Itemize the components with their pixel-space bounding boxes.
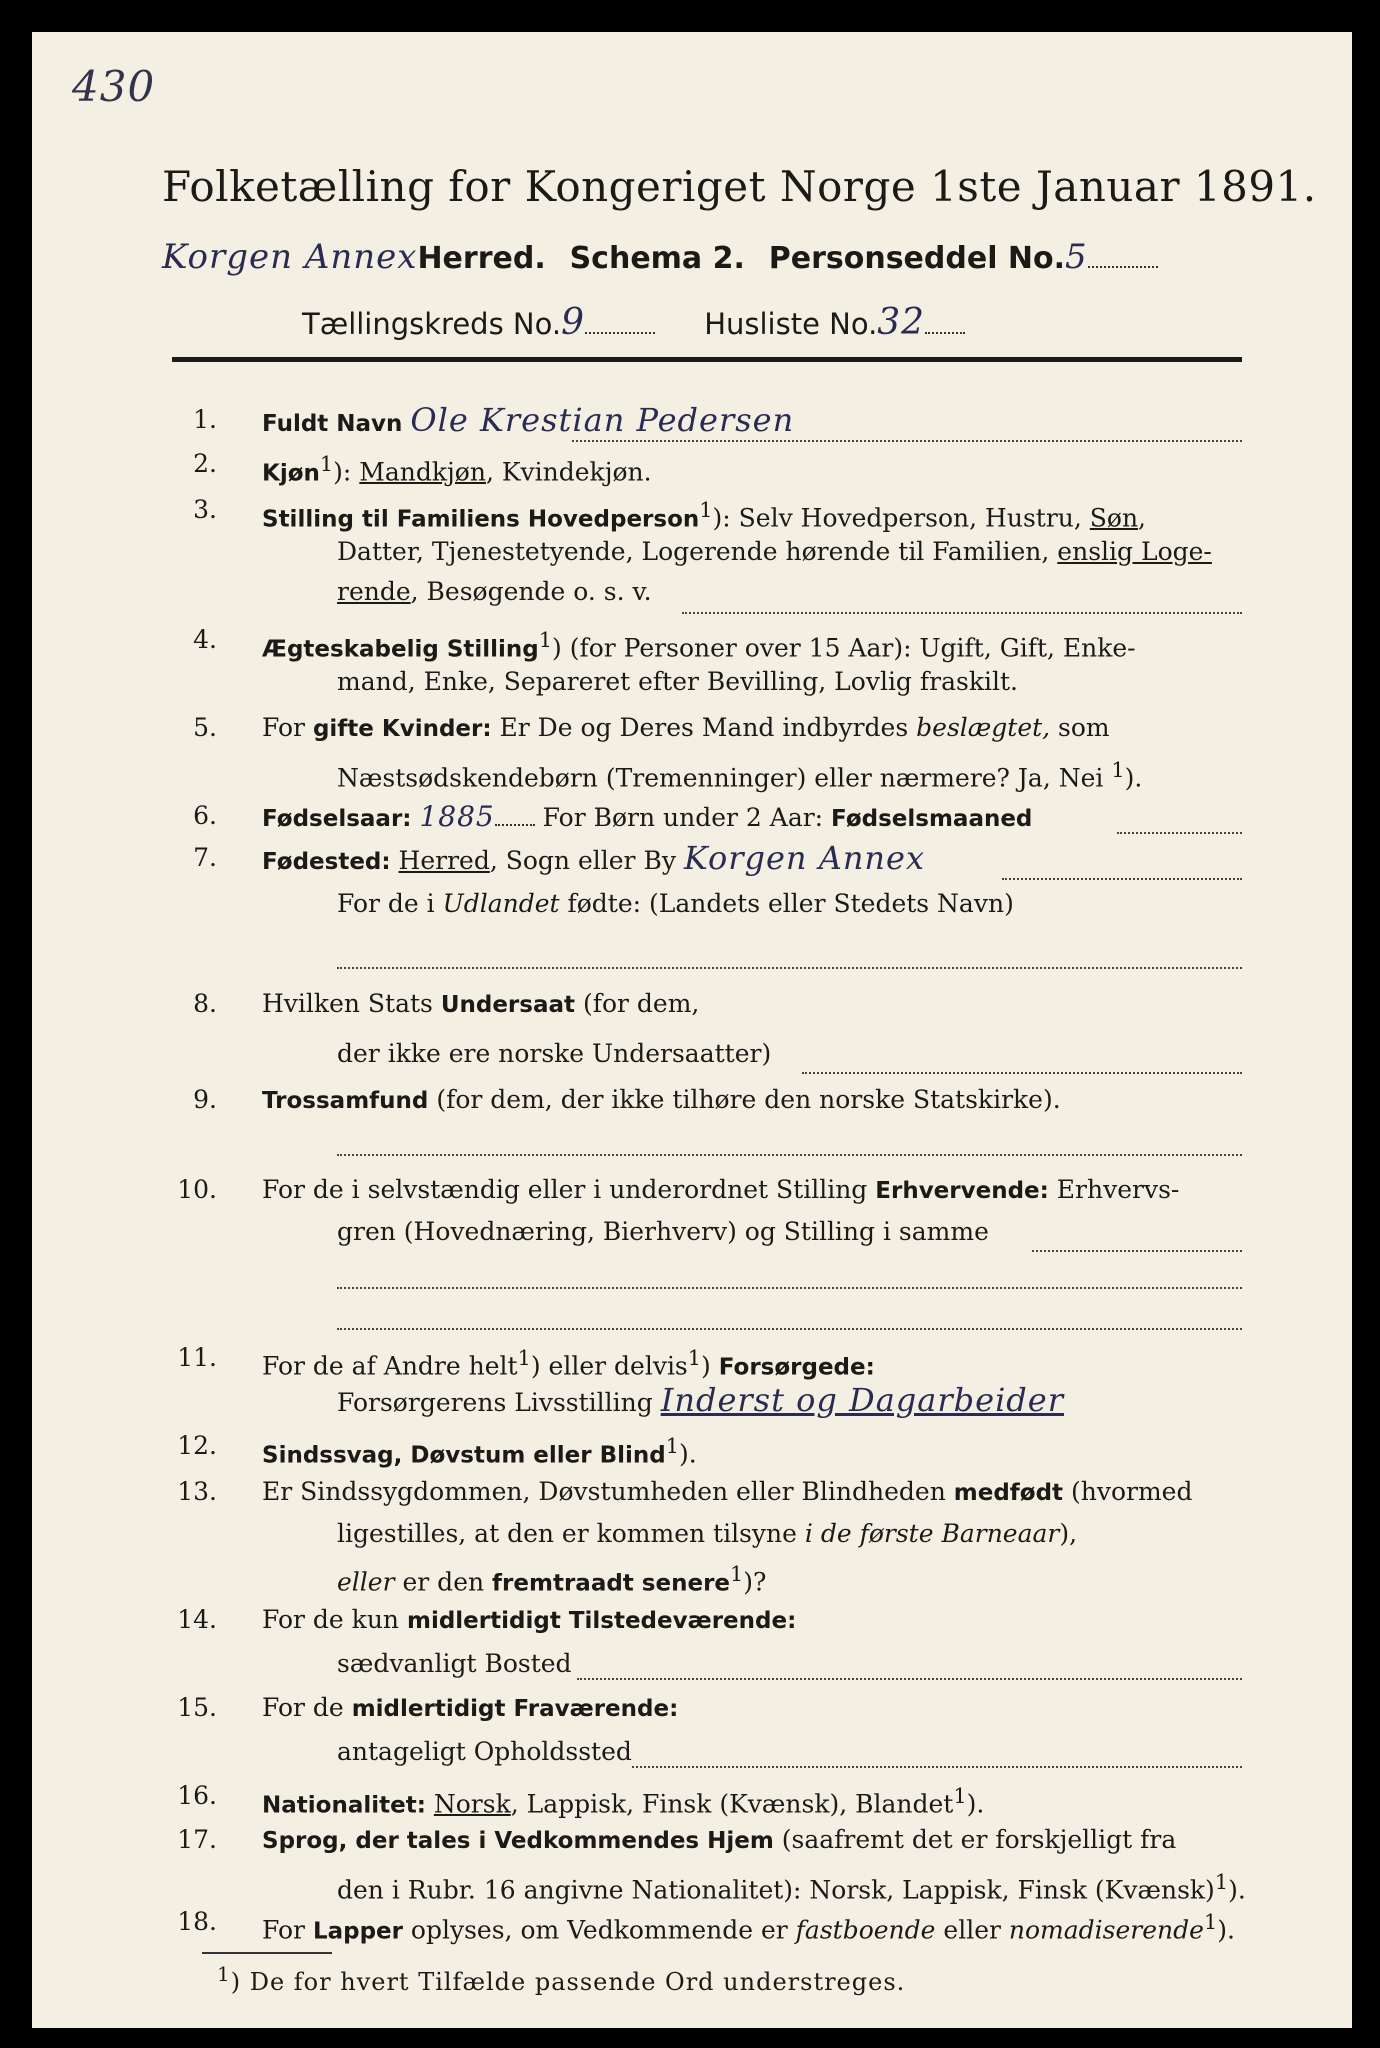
q11-sup-a: 1 [517,1346,531,1370]
q6-dotline [1117,832,1242,834]
q13-line2-a: ligestilles, at den er kommen tilsyne [337,1519,805,1548]
q5-number: 5. [193,713,217,742]
footnote-text: ) De for hvert Tilfælde passende Ord understreges. [230,1968,906,1996]
q13-number: 13. [177,1477,217,1506]
q3-option-son: Søn [1089,503,1139,533]
q3-line1: ): Selv Hovedperson, Hustru, [712,503,1090,533]
q2-label: Kjøn [262,460,320,487]
q7-birthplace-value: Korgen Annex [683,839,926,877]
taellingskreds-value: 9 [561,302,585,343]
q17-number: 17. [177,1825,217,1854]
q16-number: 16. [177,1781,217,1810]
herred-label: Herred. [417,241,546,276]
husliste-label: Husliste No. [704,307,878,341]
q12-sup: 1 [665,1434,680,1458]
q5-line1-end: som [1050,713,1110,742]
q15-line1-a: For de [262,1693,352,1722]
q4-label: Ægteskabelig Stilling [262,636,539,663]
q2-option-kvindekjon: , Kvindekjøn. [485,457,652,487]
q13-sup: 1 [730,1562,744,1586]
q10-line1-a: For de i selvstændig eller i underordnet Stilling [262,1175,876,1204]
q10-number: 10. [177,1175,217,1204]
q18-line-b: Lapper [312,1918,403,1945]
schema-label: Schema 2. [569,241,745,276]
footnote [217,1962,905,1996]
q1-number: 1. [193,405,217,434]
footnote-rule [202,1952,332,1954]
header-rule [172,357,1242,362]
q7-line2-italic: Udlandet [442,889,560,918]
q8-line1-c: (for dem, [575,989,700,1018]
q18-sup: 1 [1203,1910,1218,1934]
q2-sup: 1 [319,452,334,476]
q5-line2-end: ). [1124,763,1143,793]
q18-line-end: ). [1217,1915,1235,1945]
q7-dotline2 [337,967,1242,969]
q6-label2: Fødselsmaaned [831,806,1033,832]
q17-sup: 1 [1214,1870,1229,1894]
q15-line2: antageligt Opholdssted [337,1737,632,1766]
q3-line2: Datter, Tjenestetyende, Logerende hørende til Familien, [337,537,1058,566]
q13-line1-c: (hvormed [1063,1477,1193,1506]
q16-text: , Lappisk, Finsk (Kvænsk), Blandet [510,1789,954,1819]
q12-end: ). [679,1439,697,1469]
header-line-kreds [302,302,965,343]
q7-dotline [1002,878,1242,880]
q5-line1: Er De og Deres Mand indbyrdes [491,713,917,742]
q16-option-norsk: Norsk [433,1789,511,1819]
q18-line-italic2: nomadiserende [1008,1915,1204,1945]
q4-line1: ) (for Personer over 15 Aar): Ugift, Gift, Enke- [552,633,1136,663]
q6-number: 6. [193,801,217,830]
q10-line1-c: Erhvervs- [1048,1175,1180,1204]
q11-line1-c: ) [701,1351,719,1381]
q16-end: ). [966,1789,985,1819]
q10-dotline3 [337,1328,1242,1330]
q1-label: Fuldt Navn [262,411,403,437]
q18-line-a: For [262,1915,313,1945]
q15-line1-b: midlertidigt Fraværende: [351,1696,679,1722]
q4-sup: 1 [538,628,553,652]
q13-line1-a: Er Sindssygdommen, Døvstumheden eller Blindheden [262,1477,954,1506]
q3-label: Stilling til Familiens Hovedperson [262,506,700,533]
q14-line1-b: midlertidigt Tilstedeværende: [406,1608,797,1634]
q3-sup: 1 [699,498,713,522]
q5-line1-italic: beslægtet, [916,713,1051,742]
q4-number: 4. [193,625,217,654]
footnote-sup: 1 [217,1962,231,1986]
header-line-herred [162,237,1158,277]
q6-birth-year-value: 1885 [419,800,495,833]
q9-text: (for dem, der ikke tilhøre den norske Statskirke). [428,1085,1061,1114]
q8-number: 8. [193,989,217,1018]
q18-number: 18. [177,1907,217,1936]
q11-line1-a: For de af Andre helt [262,1351,518,1381]
q14-line2: sædvanligt Bosted [337,1649,572,1678]
q17-line1: (saafremt det er forskjelligt fra [773,1825,1177,1854]
q7-line2-b: fødte: (Landets eller Stedets Navn) [559,889,1014,918]
page-number: 430 [72,62,156,111]
q7-option-herred: Herred [398,846,490,875]
q18-line-italic1: fastboende [795,1915,936,1945]
husliste-value: 32 [877,302,926,343]
form-title: Folketælling for Kongeriget Norge 1ste Januar 1891. [162,162,1317,211]
q10-dotline [1032,1250,1242,1252]
q12-number: 12. [177,1431,217,1460]
q13-line3-italic: eller [337,1567,395,1597]
q9-dotline [337,1154,1242,1156]
q11-line1-d: Forsørgede: [718,1354,875,1381]
q15-number: 15. [177,1693,217,1722]
q6-text: For Børn under 2 Aar: [534,803,832,832]
q3-number: 3. [193,495,217,524]
q7-label: Fødested: [262,849,391,875]
q10-line1-b: Erhvervende: [875,1178,1049,1204]
herred-value: Korgen Annex [162,237,418,277]
q7-line2-a: For de i [337,889,443,918]
q3-dotline [682,612,1242,614]
q16-label: Nationalitet: [262,1792,426,1819]
q14-number: 14. [177,1605,217,1634]
q11-line1-b: ) eller delvis [530,1351,688,1381]
q1-dotline [572,440,1242,442]
personseddel-label: Personseddel No. [768,241,1066,276]
q13-line3-b: fremtraadt senere [492,1570,731,1597]
q13-line3-a: er den [394,1567,493,1597]
q8-line1-b: Undersaat [440,992,575,1018]
q13-line3-end: )? [743,1567,767,1597]
q18-line-d: eller [935,1915,1009,1945]
q18-line-c: oplyses, om Vedkommende er [402,1915,796,1945]
q3-line3: , Besøgende o. s. v. [410,577,652,606]
q13-line1-b: medfødt [953,1480,1064,1506]
q9-label: Trossamfund [262,1088,429,1114]
q8-line1-a: Hvilken Stats [262,989,441,1018]
q5-label-a: For [262,713,313,742]
q6-label: Fødselsaar: [262,806,412,832]
q7-number: 7. [193,843,217,872]
q17-label: Sprog, der tales i Vedkommendes Hjem [262,1828,774,1854]
q13-line2-b: ), [1059,1519,1078,1548]
q11-supporter-value: Inderst og Dagarbeider [660,1381,1065,1419]
q12-label: Sindssvag, Døvstum eller Blind [262,1442,666,1469]
q8-line2: der ikke ere norske Undersaatter) [337,1039,772,1068]
q17-line2-end: ). [1228,1875,1246,1905]
q5-sup: 1 [1111,758,1125,782]
q17-line2: den i Rubr. 16 angivne Nationalitet): Norsk, Lappisk, Finsk (Kvænsk) [337,1875,1215,1905]
q11-number: 11. [177,1343,217,1372]
q9-number: 9. [193,1085,217,1114]
q13-line2-italic: i de første Barneaar [804,1519,1060,1548]
census-form-page [32,32,1352,2028]
q14-dotline [577,1678,1242,1680]
q3-option-enslig-logerende: enslig Loge- [1057,537,1212,566]
q15-dotline [632,1766,1242,1768]
q2-number: 2. [193,449,217,478]
q14-line1-a: For de kun [262,1605,407,1634]
q11-sup-b: 1 [687,1346,702,1370]
q10-dotline2 [337,1287,1242,1289]
q5-label-b: gifte Kvinder: [312,716,492,742]
q16-sup: 1 [953,1784,967,1808]
q2-text: ): [333,457,360,487]
personseddel-value: 5 [1065,237,1088,277]
q8-dotline [802,1072,1242,1074]
q3-line1-end: , [1138,503,1146,533]
q3-option-rende: rende [337,577,411,606]
q4-line2: mand, Enke, Separeret efter Bevilling, Lovlig fraskilt. [337,667,1018,696]
q5-line2: Næstsødskendebørn (Tremenninger) eller nærmere? Ja, Nei [337,763,1112,793]
q11-line2: Forsørgerens Livsstilling [337,1388,653,1417]
q10-line2: gren (Hovednæring, Bierhverv) og Stilling i samme [337,1217,989,1246]
q2-option-mandkjon: Mandkjøn [359,457,486,487]
q7-text: , Sogn eller By [489,846,684,875]
q1-full-name-value: Ole Krestian Pedersen [410,401,795,439]
taellingskreds-label: Tællingskreds No. [302,307,562,341]
